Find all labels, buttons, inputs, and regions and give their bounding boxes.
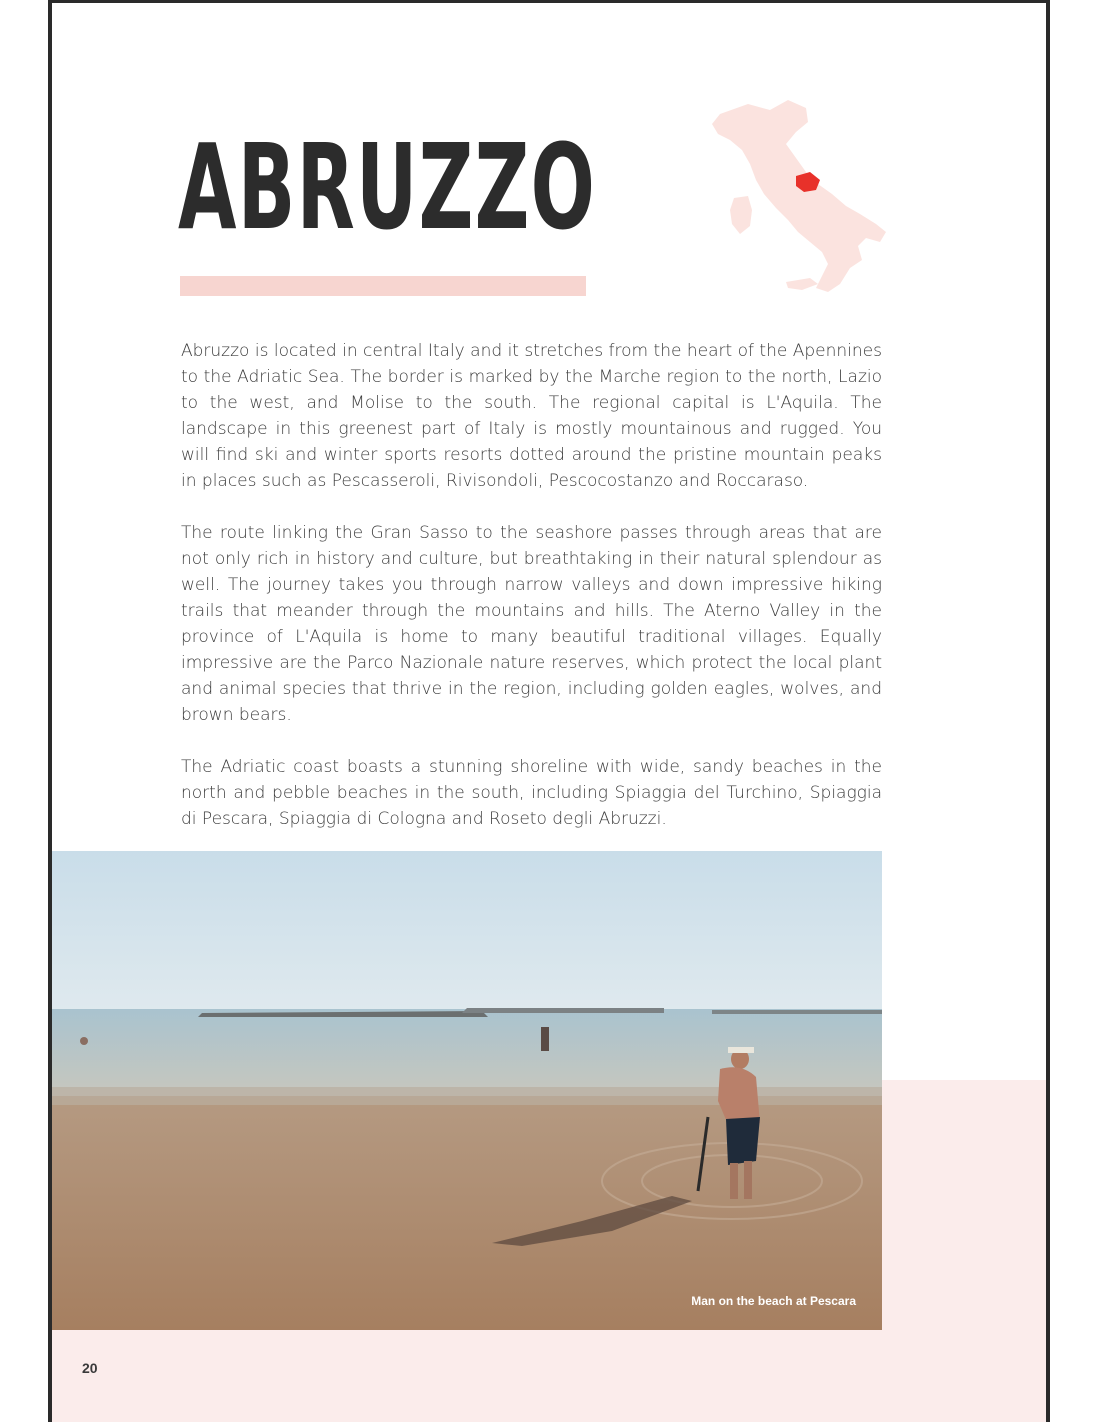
paragraph-intro: Abruzzo is located in central Italy and it stretches from the heart of the Apennines to the Adriatic Sea. The border is marked by the Marche region to the north, Lazio to the west, and Molise to the south. The regional capital is L'Aquila. The landscape in this greenest part of Italy is mostly mountainous and rugged. You will find ski and winter sports resorts dotted around the pristine mountain peaks in places such as Pescasseroli, Rivisondoli, Pescocostanzo and Roccaraso. xyxy=(181,341,882,491)
paragraph-coast: The Adriatic coast boasts a stunning shoreline with wide, sandy beaches in the north and pebble beaches in the south, including Spiaggia del Turchino, Spiaggia di Pescara, Spiaggia di Cologna and Roseto degli Abruzzi. xyxy=(181,757,882,829)
body-text xyxy=(181,338,882,858)
page-number: 20 xyxy=(82,1360,98,1376)
decorative-pink-block xyxy=(880,1080,1046,1330)
paragraph-route: The route linking the Gran Sasso to the seashore passes through areas that are not only rich in history and culture, but breathtaking in their natural splendour as well. The journey takes you through narrow valleys and down impressive hiking trails that meander through the mountains and hills. The Aterno Valley in the province of L'Aquila is home to many beautiful traditional villages. Equally impressive are the Parco Nazionale nature reserves, which protect the local plant and animal species that thrive in the region, including golden eagles, wolves, and brown bears. xyxy=(181,523,882,725)
footer-band xyxy=(52,1330,1046,1422)
photo-caption: Man on the beach at Pescara xyxy=(691,1294,856,1308)
title-underline xyxy=(180,276,586,296)
beach-photo xyxy=(52,851,882,1330)
italy-map-icon xyxy=(700,92,900,302)
page-title: ABRUZZO xyxy=(178,118,597,256)
